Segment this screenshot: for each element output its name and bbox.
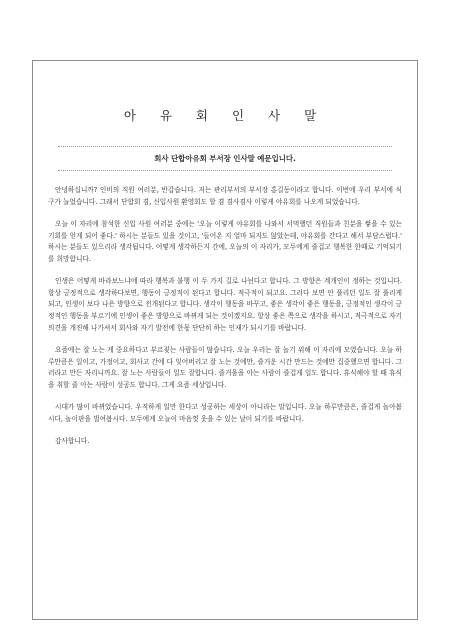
top-divider [58, 146, 392, 147]
paragraph-welcome: 오늘 이 자리에 참석한 신입 사원 여러분 중에는 '오늘 이렇게 야유회를 나와서 서먹했던 직원들과 친분을 쌓을 수 있는 기회를 얻게 되어 좋다.' 하시는 분들도 있을 것이고, '들어온 지 얼마 되지도 않았는데, 야유회를 간다고 해서 부담스럽다.' 하시는 분들도 있으리라 생각됩니다. 어떻게 생각하든지 간에, 오늘의 이 자리가, 모두에게 즐겁고 행복한 한때로 기억되기를 희망합니다. [48, 219, 402, 263]
paragraph-times-changed: 시대가 많이 바뀌었습니다. 우직하게 일만 한다고 성공하는 세상이 아니라는 말입니다. 오늘 하루만큼은, 즐겁게 놀아봅시다, 놀이판을 벌여봅시다. 모두에게 오늘이 마음껏 웃을 수 있는 날이 되기를 바랍니다. [48, 403, 402, 423]
paragraph-positive-thinking: 인생은 어떻게 바라보느냐에 따라 행복과 불행 이 두 가지 길로 나뉜다고 합니다. 그 방향은 계개인이 정하는 것입니다. 항상 긍정적으로 생각하다보면, 행동이 긍정적이 된다고 합니다. 적극적이 되고요. 그러다 보면 안 풀리던 일도 잘 풀리게 되고, 인생이 보다 나은 방향으로 전개된다고 합니다. 생각이 행동을 바꾸고, 좋은 생각이 좋은 행동을, 긍정적인 생각이 긍정적인 행동을 부르기에 인생이 좋은 방향으로 바뀌게 되는 것이겠지요. 항상 좋은 쪽으로 생각을 하시고, 적극적으로 자기 의견을 개진해 나가셔서 회사와 자기 발전에 한몫 단단히 하는 인재가 되시기를 바랍니다. [48, 277, 402, 332]
paragraph-thanks: 감사합니다. [55, 437, 90, 446]
paragraph-play-well: 요즘에는 잘 노는 게 중요하다고 부르짖는 사람들이 많습니다. 오늘 우리는 잘 놀기 위해 이 자리에 모였습니다. 오늘 하루만큼은 일이고, 가정이고, 회사고 간에 다 잊어버리고 잘 노는 것에만, 즐거운 시간 만드는 것에만 집중했으면 합니다. 그러라고 만든 자리니까요. 잘 노는 사람들이 일도 잘합니다. 즐거움을 아는 사람이 즐겁게 일도 합니다. 휴식해야 할 때 휴식을 취할 줄 아는 사람이 성공도 합니다. 그게 요즘 세상입니다. [48, 345, 402, 389]
document-title: 아 유 회 인 사 말 [123, 108, 327, 123]
paragraph-greeting: 안녕하십니까? 인비의 직원 여러분, 반갑습니다. 저는 관리부서의 부서장 홍길동이라고 합니다. 이번에 우리 부서에 식구가 늘었습니다. 그래서 단합회 겸, 신입사원 환영회도 할 겸 겸사겸사 이렇게 야유회를 나오게 되었습니다. [48, 186, 402, 206]
document-subtitle: 회사 단합아유회 부서장 인사말 예문입니다. [154, 154, 296, 163]
bottom-divider [58, 170, 392, 171]
document-body [48, 185, 402, 458]
